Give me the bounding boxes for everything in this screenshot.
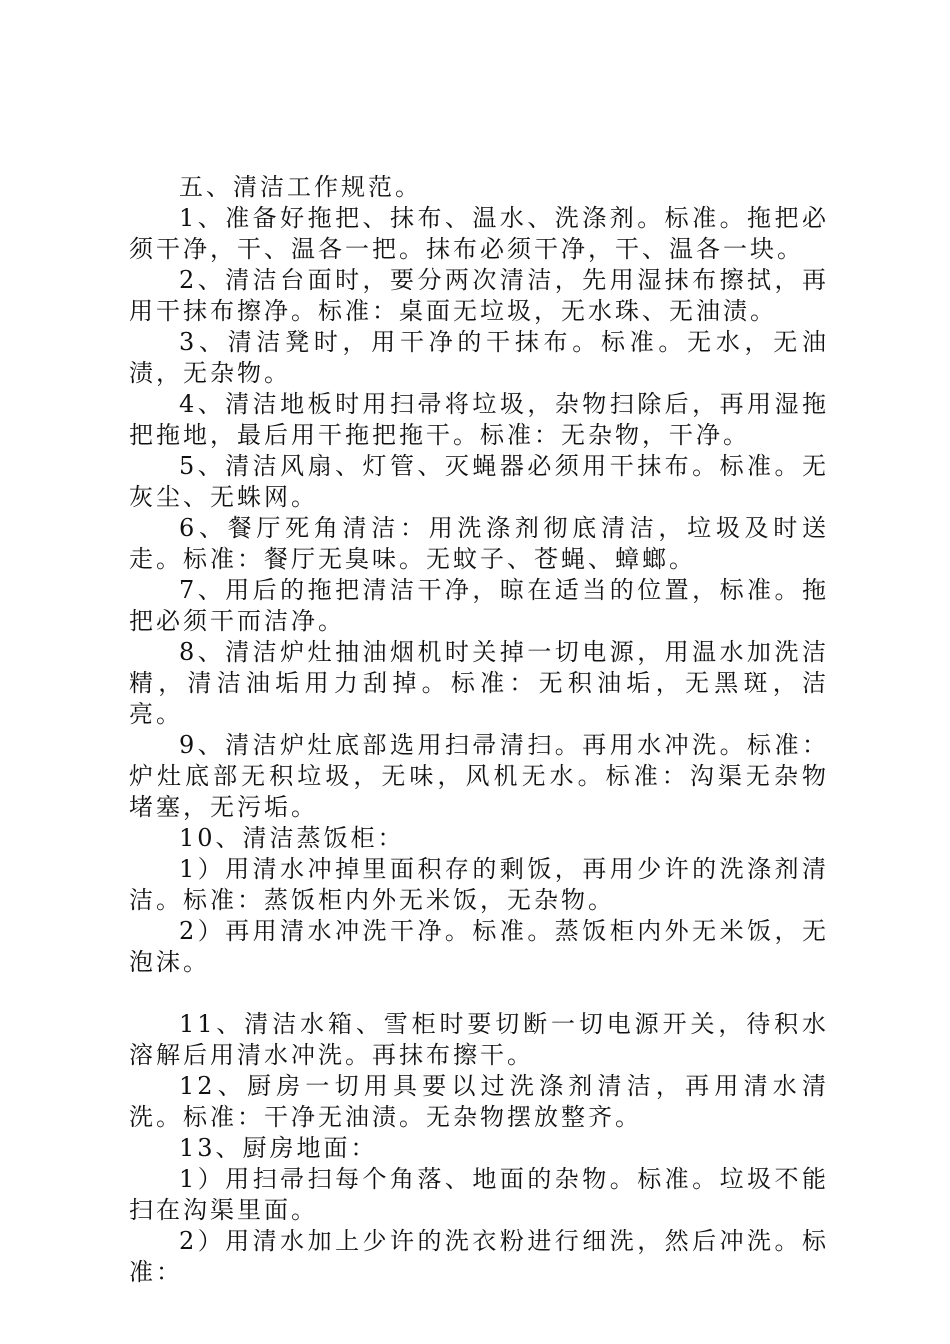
paragraph: 10、清洁蒸饭柜： — [179, 824, 405, 852]
paragraph: 2）用清水加上少许的洗衣粉进行细洗，然后冲洗。标准： — [129, 1227, 829, 1286]
paragraph: 1）用清水冲掉里面积存的剩饭，再用少许的洗涤剂清洁。标准：蒸饭柜内外无米饭，无杂物。 — [129, 855, 829, 914]
paragraph: 6、餐厅死角清洁：用洗涤剂彻底清洁，垃圾及时送走。标准：餐厅无臭味。无蚊子、苍蝇、蟑螂。 — [129, 514, 829, 573]
paragraph: 2）再用清水冲洗干净。标准。蒸饭柜内外无米饭，无泡沫。 — [129, 917, 829, 976]
paragraph: 1）用扫帚扫每个角落、地面的杂物。标准。垃圾不能扫在沟渠里面。 — [129, 1165, 829, 1224]
paragraph: 2、清洁台面时，要分两次清洁，先用湿抹布擦拭，再用干抹布擦净。标准：桌面无垃圾，无水珠、无油渍。 — [129, 266, 829, 325]
paragraph: 8、清洁炉灶抽油烟机时关掉一切电源，用温水加洗洁精，清洁油垢用力刮掉。标准：无积油垢，无黑斑，洁亮。 — [129, 638, 829, 728]
paragraph: 9、清洁炉灶底部选用扫帚清扫。再用水冲洗。标准：炉灶底部无积垃圾，无味，风机无水。标准：沟渠无杂物堵塞，无污垢。 — [129, 731, 829, 821]
paragraph: 1、准备好拖把、抹布、温水、洗涤剂。标准。拖把必须干净，干、温各一把。抹布必须干净，干、温各一块。 — [129, 204, 829, 263]
document-body — [129, 172, 829, 1288]
paragraph: 5、清洁风扇、灯管、灭蝇器必须用干抹布。标准。无灰尘、无蛛网。 — [129, 452, 829, 511]
paragraph: 4、清洁地板时用扫帚将垃圾，杂物扫除后，再用湿拖把拖地，最后用干拖把拖干。标准：无杂物，干净。 — [129, 390, 829, 449]
paragraph: 7、用后的拖把清洁干净，晾在适当的位置，标准。拖把必须干而洁净。 — [129, 576, 829, 635]
paragraph: 3、清洁凳时，用干净的干抹布。标准。无水，无油渍，无杂物。 — [129, 328, 829, 387]
section-heading: 五、清洁工作规范。 — [179, 173, 422, 201]
paragraph: 12、厨房一切用具要以过洗涤剂清洁，再用清水清洗。标准：干净无油渍。无杂物摆放整齐。 — [129, 1072, 829, 1131]
paragraph: 11、清洁水箱、雪柜时要切断一切电源开关，待积水溶解后用清水冲洗。再抹布擦干。 — [129, 1010, 829, 1069]
paragraph: 13、厨房地面： — [179, 1134, 378, 1162]
